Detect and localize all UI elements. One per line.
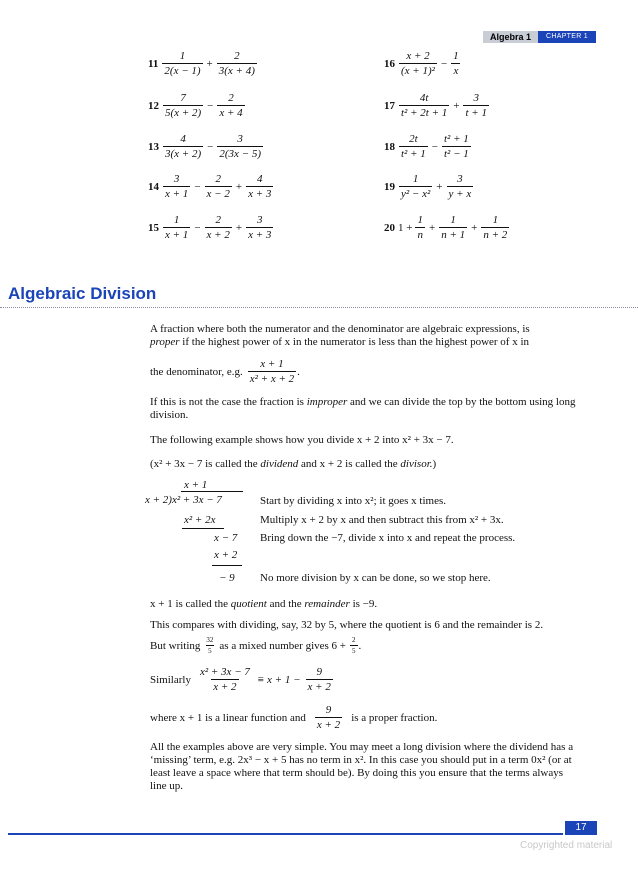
ld-step-subtract-2: x + 2 [214, 549, 238, 561]
paragraph-quotient-remainder: x + 1 is called the quotient and the remainder is −9. [150, 598, 378, 610]
ld-note-4: No more division by x can be done, so we stop here. [260, 572, 491, 584]
section-divider [0, 307, 638, 308]
ld-quotient: x + 1 [184, 479, 208, 491]
running-header [483, 31, 596, 43]
ld-vinculum [181, 491, 243, 492]
paragraph-example-intro: The following example shows how you divide x + 2 into x² + 3x − 7. [150, 434, 454, 446]
proper-fraction-example: the denominator, e.g. x + 1 x² + x + 2 . [150, 358, 300, 385]
ld-step-remainder-1: x − 7 [214, 532, 238, 544]
copyright-watermark: Copyrighted material [520, 840, 613, 851]
ld-rule-1 [182, 528, 224, 529]
exercise-11: 11 1 2(x − 1) + $\frac{2}{3(x + 4)}$ [148, 50, 255, 77]
ld-remainder: − 9 [219, 572, 235, 584]
book-title: Algebra 1 [483, 31, 538, 43]
paragraph-proper-definition: A fraction where both the numerator and the denominator are algebraic expressions, is proper if the highest power of x in the numerator is less than the highest power of x in [150, 323, 530, 348]
exercise-12: 12 7 5(x + 2) − $\frac{2}{x + 4}$ [148, 92, 243, 119]
paragraph-dividend-divisor: (x² + 3x − 7 is called the dividend and x + 2 is called the divisor.) [150, 458, 437, 470]
ld-step-subtract-1: x² + 2x [184, 514, 216, 526]
footer-rule [8, 833, 563, 835]
ld-divisor-dividend: x + 2)x² + 3x − 7 [145, 494, 222, 506]
paragraph-improper: If this is not the case the fraction is improper and we can divide the top by the bottom using long division. [150, 396, 576, 421]
section-title: Algebraic Division [8, 284, 157, 303]
exercise-15: 15 1 x + 1 − $\frac{2}{x + 2}$ + $\frac{3}{x + 3}$ [148, 214, 272, 241]
exercise-16: 16 x + 2 (x + 1)² − $\frac{1}{x}$ [384, 50, 459, 77]
exercise-14: 14 3 x + 1 − $\frac{2}{x - 2}$ + $\frac{4}{x + 3}$ [148, 173, 272, 200]
page-number: 17 [565, 821, 597, 835]
paragraph-missing-term: All the examples above are very simple. You may meet a long division where the dividend has a ‘missing’ term, e.g. 2x³ − x + 5 has no term in x². In this case you should put in a term 0x² (or at least leave a space where that term should be). By doing this you ensure that the terms always line up. [150, 741, 574, 792]
exercise-19: 19 1 y² − x² + $\frac{3}{y + x}$ [384, 173, 472, 200]
paragraph-linear-function: where x + 1 is a linear function and 9 x + 2 is a proper fraction. [150, 704, 438, 731]
exercise-13: 13 4 3(x + 2) − $\frac{3}{2(3x - 5)}$ [148, 133, 261, 160]
ld-rule-2 [212, 565, 242, 566]
ld-note-3: Bring down the −7, divide x into x and repeat the process. [260, 532, 516, 544]
exercise-18: 18 2t t² + 1 − $\frac{\text{t² + 1}}{\text{t² − 1}}$ [384, 133, 469, 160]
paragraph-mixed-number: But writing 32 5 as a mixed number gives 6 + $\frac{2}{5}$ . [150, 636, 362, 655]
paragraph-compare: This compares with dividing, say, 32 by 5, where the quotient is 6 and the remainder is 2. [150, 619, 544, 631]
paragraph-similarly: Similarly x² + 3x − 7 x + 2 ≡ x + 1 − $\frac{9}{x + 2}$ [150, 666, 331, 693]
exercise-20: 20 1 + $\frac{1}{n}$ + $\frac{1}{n + 1}$ + $\frac{1}{n + 2}$ [384, 214, 508, 241]
exercise-17: 17 4t t² + 2t + 1 + $\frac{3}{t + 1}$ [384, 92, 487, 119]
ld-note-1: Start by dividing x into x²; it goes x times. [260, 495, 447, 507]
ld-note-2: Multiply x + 2 by x and then subtract this from x² + 3x. [260, 514, 504, 526]
chapter-label: CHAPTER 1 [538, 31, 596, 43]
